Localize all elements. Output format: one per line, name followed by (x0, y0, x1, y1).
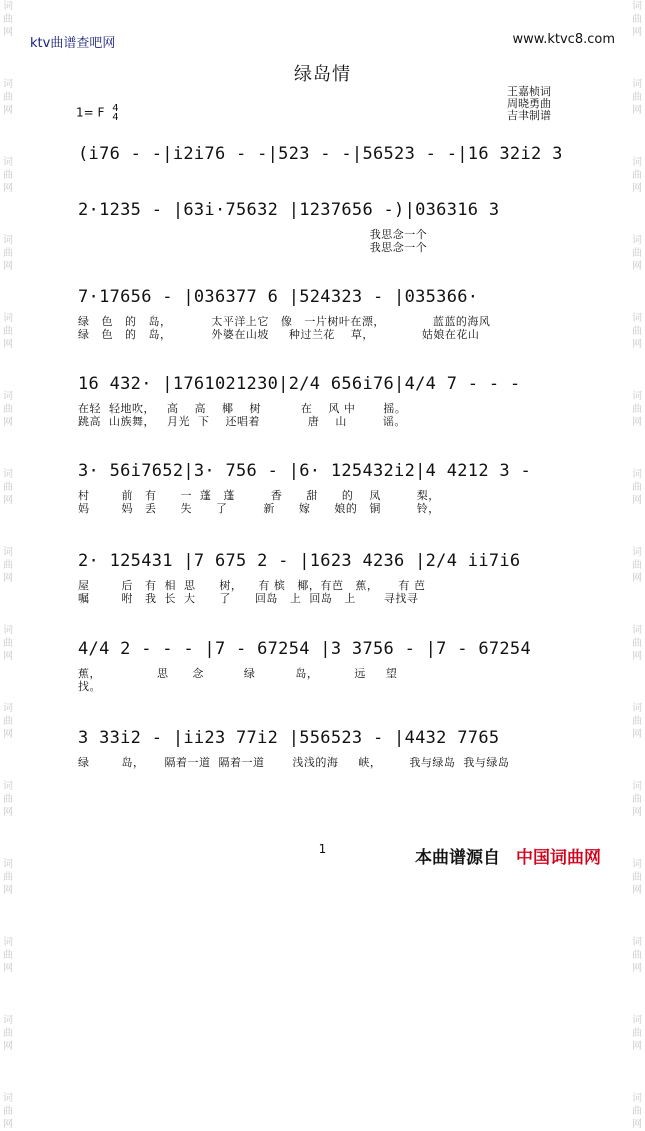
score-row (78, 198, 575, 254)
score-row (78, 285, 575, 341)
notation-line: 4/4 2 - - - |7 - 67254 |3 3756 - |7 - 67254 (78, 639, 531, 659)
lyric-line-1: 绿 岛， 隔着一道 隔着一道 浅浅的海 峡， 我与绿岛 我与绿岛 (78, 756, 510, 769)
lyricist: 王嘉桢词 (507, 85, 551, 98)
notation-line: 16 432· |1761021230|2/4 656i76|4/4 7 - - - (78, 374, 521, 394)
lyric-line-2: 找。 (78, 680, 101, 693)
score-row (78, 549, 575, 605)
score-row (78, 372, 575, 428)
lyric-line-2: 我思念一个 (78, 241, 428, 254)
key-label: 1= F (76, 105, 105, 120)
time-signature (112, 104, 118, 122)
notation-line: 2· 125431 |7 675 2 - |1623 4236 |2/4 ii7i6 (78, 551, 521, 571)
site-name-link[interactable]: ktv曲谱查吧网 (30, 36, 116, 51)
lyric-line-1: 蕉， 思 念 绿 岛， 远 望 (78, 667, 398, 680)
meter-bottom: 4 (112, 112, 119, 123)
notation-line: (i76 - -|i2i76 - -|523 - -|56523 - -|16 32i2 3 (78, 144, 563, 164)
notation-line: 7·17656 - |036377 6 |524323 - |035366· (78, 287, 479, 307)
lyric-line-1: 绿 色 的 岛， 太平洋上它 像 一片树叶在漂， 蓝蓝的海风 (78, 315, 491, 328)
credits (507, 86, 551, 122)
watermark-right: 词曲网 词曲网 词曲网 词曲网 词曲网 词曲网 词曲网 词曲网 词曲网 词曲网 词曲网 词曲网 词曲网 词曲网 词曲网 (632, 1, 642, 1130)
lyric-line-1: 在轻 轻地吹， 高 高 椰 树 在 风 中 摇。 (78, 402, 407, 415)
arranger: 吉聿制谱 (507, 109, 551, 122)
site-url-link[interactable]: www.ktvc8.com (512, 32, 615, 47)
score-row (78, 637, 575, 693)
score-row (78, 142, 575, 172)
lyric-line-1: 屋 后 有 相 思 树， 有 槟 椰，有芭 蕉， 有 芭 (78, 579, 426, 592)
lyric-line-2: 跳高 山族舞， 月光 下 还唱着 唐 山 谣。 (78, 415, 406, 428)
notation-line: 2·1235 - |63i·75632 |1237656 -)|036316 3 (78, 200, 500, 220)
key-signature (76, 104, 119, 122)
source-brand-link[interactable]: 中国词曲网 (516, 848, 601, 868)
source-label: 本曲谱源自 (415, 848, 500, 868)
meter-top: 4 (112, 103, 119, 114)
lyric-line-1: 我思念一个 (78, 228, 428, 241)
source-credit (415, 843, 601, 868)
page-number: 1 (318, 842, 327, 856)
lyric-line-1: 村 前 有 一 蓬 蓬 香 甜 的 凤 梨， (78, 489, 440, 502)
watermark-left: 词曲网 词曲网 词曲网 词曲网 词曲网 词曲网 词曲网 词曲网 词曲网 词曲网 词曲网 词曲网 词曲网 词曲网 词曲网 (3, 1, 13, 1130)
score-row (78, 459, 575, 515)
composer: 周晓勇曲 (507, 97, 551, 110)
notation-line: 3· 56i7652|3· 756 - |6· 125432i2|4 4212 3 - (78, 461, 531, 481)
lyric-line-2: 绿 色 的 岛， 外婆在山坡 种过兰花 草， 姑娘在花山 (78, 328, 480, 341)
notation-line: 3 33i2 - |ii23 77i2 |556523 - |4432 7765 (78, 728, 500, 748)
score-row (78, 726, 575, 769)
song-title: 绿岛情 (294, 64, 351, 85)
lyric-line-2: 妈 妈 丢 失 了 新 嫁 娘的 铜 铃， (78, 502, 440, 515)
lyric-line-2: 嘱 咐 我 长 大 了 回岛 上 回岛 上 寻找寻 (78, 592, 419, 605)
